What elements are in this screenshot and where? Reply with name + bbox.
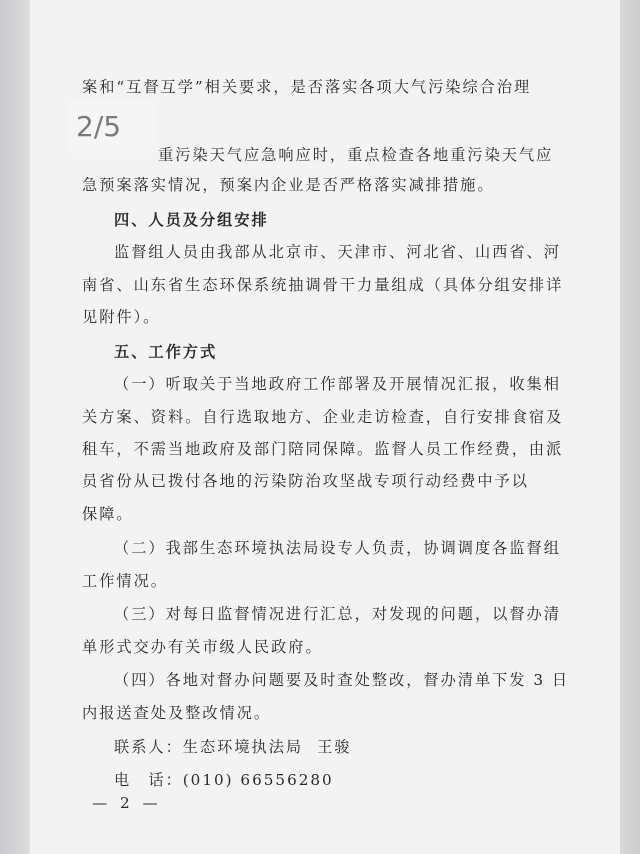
paragraph-line: 保障。: [82, 505, 134, 523]
paragraph-line: 监督组人员由我部从北京市、天津市、河北省、山西省、河: [114, 243, 561, 261]
contact-name: 王骏: [317, 738, 352, 756]
paragraph-line: 关方案、资料。自行选取地方、企业走访检查，自行安排食宿及: [82, 408, 564, 426]
contact-label: 联系人：: [114, 738, 183, 756]
paragraph-line: 单形式交办有关市级人民政府。: [82, 638, 323, 656]
paragraph-line: 南省、山东省生态环保系统抽调骨干力量组成（具体分组安排详: [82, 276, 564, 294]
contact-org: 生态环境执法局: [182, 738, 304, 756]
paragraph-line: 重污染天气应急响应时，重点检查各地重污染天气应: [158, 146, 554, 164]
phone-line: [114, 769, 334, 790]
paragraph-line: 内报送查处及整改情况。: [82, 704, 272, 722]
paragraph-line: 案和“互督互学”相关要求，是否落实各项大气污染综合治理: [82, 78, 532, 96]
phone-label: 电 话：: [114, 771, 183, 789]
paragraph-line: （三）对每日监督情况进行汇总，对发现的问题，以督办清: [114, 605, 561, 623]
paragraph-line: 见附件）。: [82, 308, 161, 326]
paragraph-line: 员省份从已拨付各地的污染防治攻坚战专项行动经费中予以: [82, 472, 529, 490]
phone-number: (010) 66556280: [182, 771, 334, 789]
paragraph-line: 租车，不需当地政府及部门陪同保障。监督人员工作经费，由派: [82, 440, 564, 458]
paragraph-line: 急预案落实情况，预案内企业是否严格落实减排措施。: [82, 176, 495, 194]
contact-line: [114, 736, 351, 757]
page-number: — 2 —: [92, 794, 162, 812]
section-heading: 五、工作方式: [114, 343, 218, 361]
page-indicator: 2/5: [68, 100, 156, 154]
paragraph-line: 工作情况。: [82, 572, 168, 590]
section-heading: 四、人员及分组安排: [114, 211, 269, 229]
paragraph-line: （二）我部生态环境执法局设专人负责，协调调度各监督组: [114, 539, 561, 557]
paragraph-line: （四）各地对督办问题要及时查处整改，督办清单下发 3 日: [114, 671, 570, 689]
paragraph-line: （一）听取关于当地政府工作部署及开展情况汇报，收集相: [114, 375, 561, 393]
